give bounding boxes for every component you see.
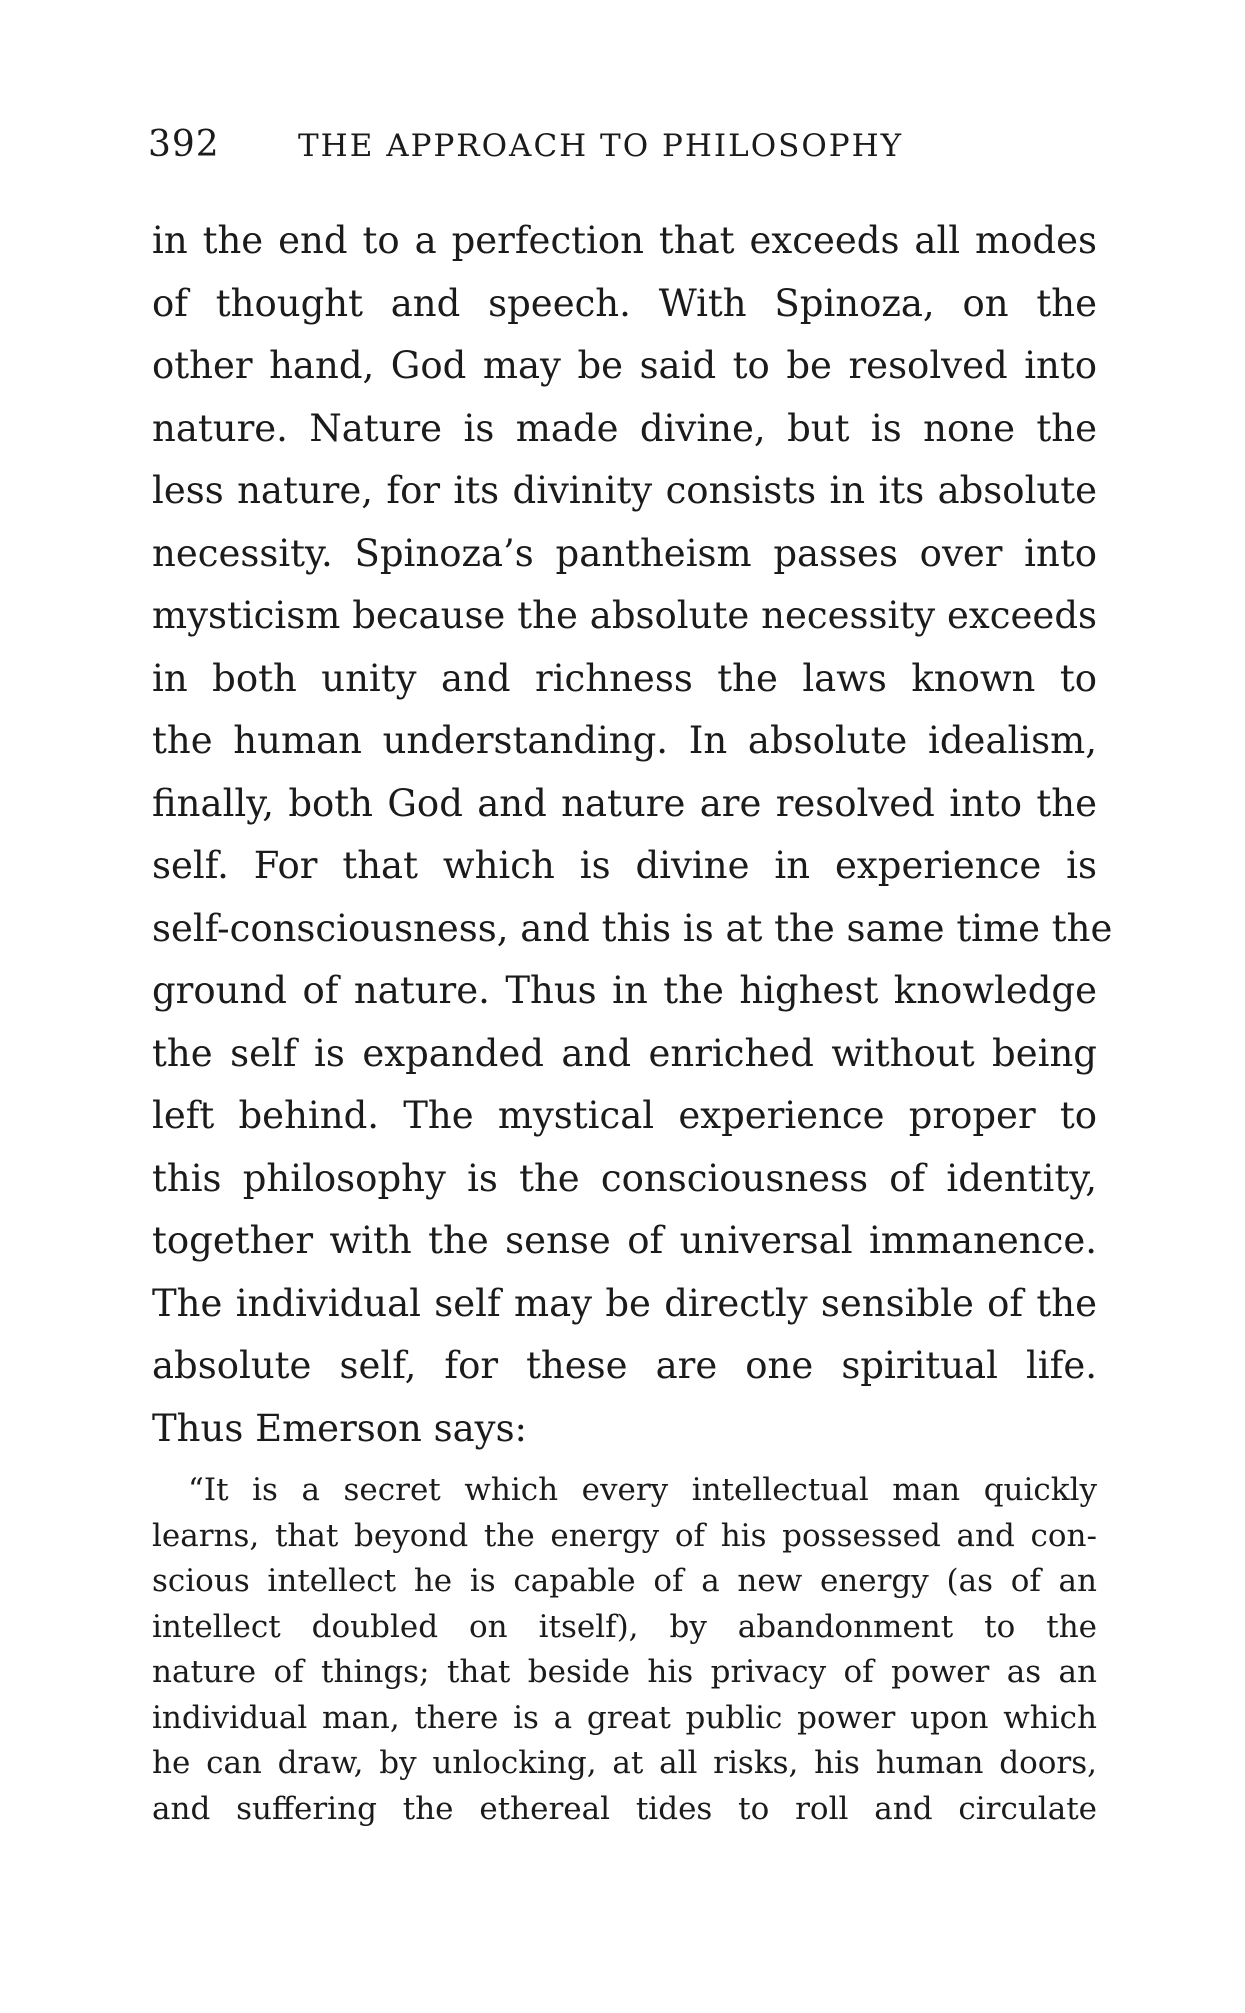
body-line: the self is expanded and enriched without being [152, 1031, 1097, 1075]
body-line: self-consciousness, and this is at the same time the [152, 906, 1113, 950]
quote-line: nature of things; that beside his privacy of power as an [152, 1654, 1097, 1690]
body-line: together with the sense of universal immanence. [152, 1219, 1097, 1262]
body-line: absolute self, for these are one spiritual life. [152, 1344, 1097, 1387]
quote-line: learns, that beyond the energy of his possessed and con- [152, 1517, 1097, 1554]
quote-line: individual man, there is a great public power upon which [152, 1699, 1097, 1736]
body-line: in the end to a perfection that exceeds all modes [152, 219, 1097, 262]
body-line: this philosophy is the consciousness of identity, [152, 1156, 1097, 1200]
running-head [148, 124, 1098, 184]
body-line: other hand, God may be said to be resolved into [152, 344, 1097, 387]
running-title: THE APPROACH TO PHILOSOPHY [298, 128, 904, 164]
body-line: Thus Emerson says: [152, 1406, 528, 1450]
quote-line: scious intellect he is capable of a new energy (as of an [152, 1563, 1097, 1599]
body-line: necessity. Spinoza’s pantheism passes over into [152, 531, 1097, 575]
body-line: the human understanding. In absolute idealism, [152, 719, 1097, 762]
quote-line: and suffering the ethereal tides to roll and circulate [152, 1790, 1097, 1827]
body-line: finally, both God and nature are resolved into the [152, 781, 1097, 825]
quote-line: intellect doubled on itself), by abandonment to the [152, 1608, 1097, 1645]
body-line: mysticism because the absolute necessity exceeds [152, 594, 1097, 637]
body-line: of thought and speech. With Spinoza, on the [152, 281, 1097, 325]
body-line: nature. Nature is made divine, but is none the [152, 406, 1097, 450]
body-line: less nature, for its divinity consists in its absolute [152, 469, 1097, 512]
body-line: self. For that which is divine in experience is [152, 844, 1097, 887]
quote-line: “It is a secret which every intellectual man quickly [188, 1472, 1097, 1508]
body-line: ground of nature. Thus in the highest knowledge [152, 969, 1097, 1012]
body-paragraph [152, 210, 1113, 1460]
page-number: 392 [148, 124, 220, 165]
body-line: in both unity and richness the laws known to [152, 656, 1097, 700]
body-line: The individual self may be directly sensible of the [152, 1281, 1097, 1325]
block-quote [152, 1468, 1097, 1832]
quote-line: he can draw, by unlocking, at all risks, his human doors, [152, 1745, 1097, 1781]
body-line: left behind. The mystical experience proper to [152, 1094, 1097, 1137]
